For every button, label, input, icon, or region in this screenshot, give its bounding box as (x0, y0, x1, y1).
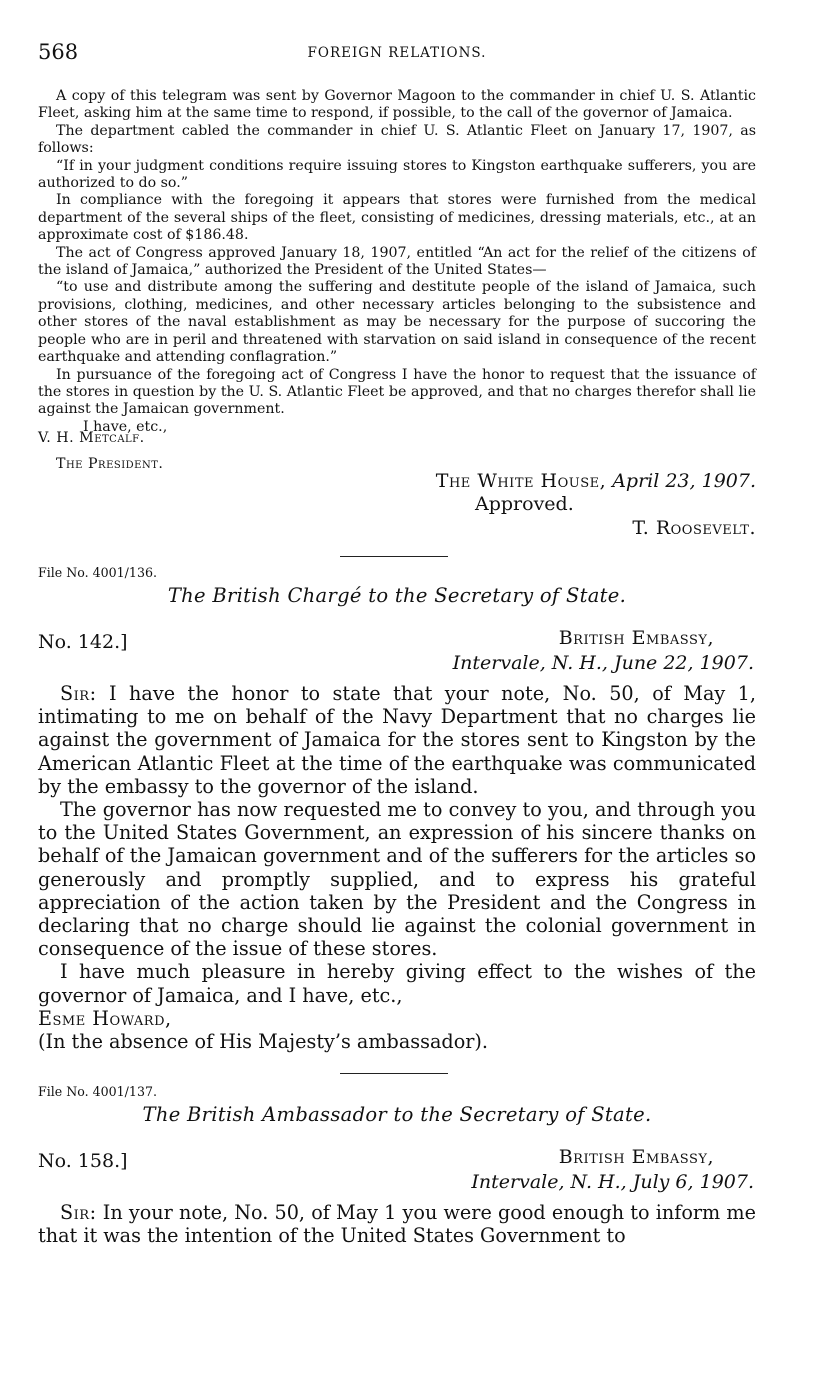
paragraph: In pursuance of the foregoing act of Congress I have the honor to request that the issuance of the stores in question by the U. S. Atlantic Fleet be approved, and that no charges therefor shall lie against the Jamaican government. (38, 366, 756, 418)
section-divider (340, 556, 448, 557)
doc-137 (38, 1084, 756, 1247)
paragraph: I have much pleasure in hereby giving effect to the wishes of the governor of Jamaica, and I have, etc., (38, 960, 756, 1007)
addressee: The President. (56, 455, 164, 472)
paragraph (38, 682, 756, 798)
paragraph: The department cabled the commander in chief U. S. Atlantic Fleet on January 17, 1907, as follows: (38, 122, 756, 157)
salutation: Sir: (60, 1201, 97, 1225)
paragraph (38, 1201, 756, 1247)
running-title: FOREIGN RELATIONS. (307, 45, 487, 61)
paragraph-text: I have the honor to state that your note, No. 50, of May 1, intimating to me on behalf of the Navy Department that no charges lie against the government of Jamaica for the stores sent to Kingston by the American Atlantic Fleet at the time of the earthquake was communicated by the embassy to the governor of the island. (38, 681, 756, 798)
approval-date: April 23, 1907. (612, 469, 756, 492)
white-house-label: The White House, (435, 469, 607, 492)
paragraph: In compliance with the foregoing it appears that stores were furnished from the medical department of the several ships of the fleet, consisting of medicines, dressing materials, etc., at an approximate cost of $186.48. (38, 192, 756, 244)
document-title: The British Chargé to the Secretary of State. (167, 583, 627, 607)
document-page (38, 40, 756, 1248)
approver-signature: T. Roosevelt. (632, 516, 756, 539)
letter-body (38, 1201, 756, 1247)
document-number: No. 158.] (38, 1150, 128, 1173)
signature: V. H. Metcalf. (38, 430, 145, 447)
number-row (38, 1146, 756, 1171)
signature: Esme Howard, (38, 1006, 172, 1030)
document-title: The British Ambassador to the Secretary of State. (142, 1103, 652, 1127)
document-number: No. 142.] (38, 630, 128, 653)
paragraph-text: In your note, No. 50, of May 1 you were good enough to inform me that it was the intention of the United States Government to (38, 1201, 756, 1248)
paragraph: A copy of this telegram was sent by Governor Magoon to the commander in chief U. S. Atlantic Fleet, asking him at the same time to respond, if possible, to the call of the governor of Jamaica. (38, 88, 756, 122)
file-number: File No. 4001/136. (38, 564, 157, 580)
place-date: Intervale, N. H., June 22, 1907. (452, 651, 754, 674)
place-date: Intervale, N. H., July 6, 1907. (471, 1171, 754, 1194)
closing: I have, etc., (83, 418, 168, 435)
page-header (38, 40, 756, 70)
letter-body (38, 682, 756, 1053)
doc-136 (38, 565, 756, 1053)
page-number: 568 (38, 40, 79, 64)
quoted-act: “to use and distribute among the suffering and destitute people of the island of Jamaica, such provisions, clothing, medicines, and other necessary articles belonging to the subsistence and other stores of the naval establishment as may be necessary for the purpose of succoring the people who are in peril and threatened with starvation on said island in consequence of the recent earthquake and attending conflagration.” (38, 279, 756, 366)
quoted-telegram: “If in your judgment conditions require issuing stores to Kingston earthquake sufferers, you are authorized to do so.” (38, 157, 756, 192)
embassy-label: British Embassy, (558, 626, 714, 649)
letter-continuation (38, 88, 756, 473)
approved-label: Approved. (475, 492, 574, 515)
file-number: File No. 4001/137. (38, 1084, 157, 1100)
approval-block (38, 469, 756, 540)
number-row (38, 627, 756, 652)
embassy-label: British Embassy, (558, 1146, 714, 1169)
signature-note: (In the absence of His Majesty’s ambassador). (38, 1029, 489, 1053)
salutation: Sir: (60, 681, 97, 705)
paragraph: The act of Congress approved January 18, 1907, entitled “An act for the relief of the citizens of the island of Jamaica,” authorized the President of the United States— (38, 244, 756, 279)
section-divider (340, 1073, 448, 1074)
paragraph: The governor has now requested me to convey to you, and through you to the United States Government, an expression of his sincere thanks on behalf of the Jamaican government and of the sufferers for the articles so generously and promptly supplied, and to express his grateful appreciation of the action taken by the President and the Congress in declaring that no charge should lie against the colonial government in consequence of the issue of these stores. (38, 797, 756, 961)
